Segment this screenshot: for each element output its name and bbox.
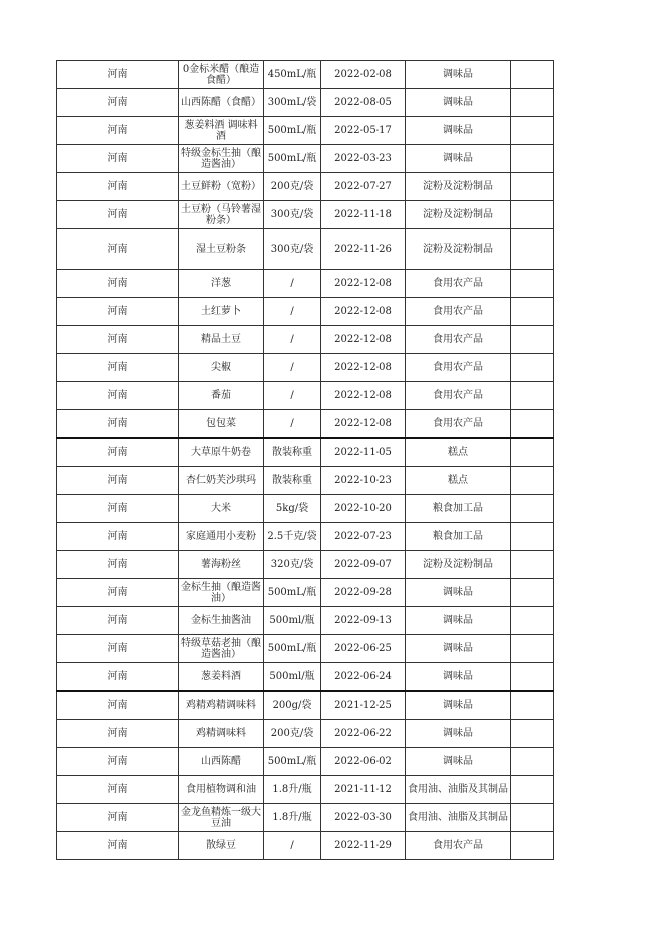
table-body (57, 61, 554, 860)
category-cell: 粮食加工品 (406, 523, 511, 551)
extra-cell (511, 691, 554, 720)
category-cell: 食用油、油脂及其制品 (406, 804, 511, 832)
region-cell: 河南 (57, 832, 179, 860)
spec-cell: 300克/袋 (264, 201, 321, 229)
extra-cell (511, 438, 554, 467)
spec-cell: 500ml/瓶 (264, 663, 321, 692)
category-cell: 粮食加工品 (406, 495, 511, 523)
product-name-cell: 洋葱 (179, 270, 264, 298)
region-cell: 河南 (57, 270, 179, 298)
extra-cell (511, 776, 554, 804)
category-cell: 淀粉及淀粉制品 (406, 229, 511, 270)
category-cell: 调味品 (406, 635, 511, 663)
product-name-cell: 家庭通用小麦粉 (179, 523, 264, 551)
category-cell: 食用农产品 (406, 832, 511, 860)
extra-cell (511, 467, 554, 495)
table-row (57, 410, 554, 439)
extra-cell (511, 607, 554, 635)
table-row (57, 145, 554, 173)
product-table (56, 60, 554, 860)
product-name-cell: 大草原牛奶卷 (179, 438, 264, 467)
table-row (57, 298, 554, 326)
product-name-cell: 鸡精调味料 (179, 720, 264, 748)
table-row (57, 607, 554, 635)
region-cell: 河南 (57, 635, 179, 663)
product-name-cell: 金龙鱼精炼一级大豆油 (179, 804, 264, 832)
date-cell: 2022-12-08 (321, 326, 406, 354)
spec-cell: 散装称重 (264, 438, 321, 467)
spec-cell: / (264, 410, 321, 439)
region-cell: 河南 (57, 298, 179, 326)
table-row (57, 551, 554, 579)
region-cell: 河南 (57, 173, 179, 201)
product-name-cell: 薯海粉丝 (179, 551, 264, 579)
table-row (57, 748, 554, 776)
spec-cell: 500mL/瓶 (264, 635, 321, 663)
date-cell: 2021-11-12 (321, 776, 406, 804)
category-cell: 糕点 (406, 438, 511, 467)
product-name-cell: 0金标米醋（酿造食醋） (179, 61, 264, 89)
table-row (57, 523, 554, 551)
product-name-cell: 特级草菇老抽（酿造酱油） (179, 635, 264, 663)
spec-cell: 500mL/瓶 (264, 579, 321, 607)
product-name-cell: 葱姜料酒 调味料酒 (179, 117, 264, 145)
table-row (57, 89, 554, 117)
category-cell: 调味品 (406, 691, 511, 720)
spec-cell: 300克/袋 (264, 229, 321, 270)
product-name-cell: 杏仁奶芙沙琪玛 (179, 467, 264, 495)
extra-cell (511, 298, 554, 326)
extra-cell (511, 579, 554, 607)
category-cell: 调味品 (406, 720, 511, 748)
date-cell: 2022-12-08 (321, 410, 406, 439)
category-cell: 淀粉及淀粉制品 (406, 173, 511, 201)
product-name-cell: 土豆粉（马铃薯湿粉条） (179, 201, 264, 229)
spec-cell: 5kg/袋 (264, 495, 321, 523)
table-row (57, 173, 554, 201)
spec-cell: 500mL/瓶 (264, 117, 321, 145)
product-name-cell: 食用植物调和油 (179, 776, 264, 804)
region-cell: 河南 (57, 145, 179, 173)
category-cell: 调味品 (406, 607, 511, 635)
table-row (57, 579, 554, 607)
region-cell: 河南 (57, 663, 179, 692)
category-cell: 糕点 (406, 467, 511, 495)
table-row (57, 720, 554, 748)
region-cell: 河南 (57, 579, 179, 607)
category-cell: 调味品 (406, 145, 511, 173)
date-cell: 2022-10-23 (321, 467, 406, 495)
date-cell: 2022-11-26 (321, 229, 406, 270)
date-cell: 2022-05-17 (321, 117, 406, 145)
spec-cell: 1.8升/瓶 (264, 804, 321, 832)
table-row (57, 382, 554, 410)
extra-cell (511, 832, 554, 860)
category-cell: 食用农产品 (406, 298, 511, 326)
date-cell: 2022-12-08 (321, 270, 406, 298)
product-name-cell: 特级金标生抽（酿造酱油） (179, 145, 264, 173)
extra-cell (511, 61, 554, 89)
extra-cell (511, 804, 554, 832)
spec-cell: / (264, 832, 321, 860)
spec-cell: 500mL/瓶 (264, 748, 321, 776)
region-cell: 河南 (57, 201, 179, 229)
table-row (57, 61, 554, 89)
extra-cell (511, 145, 554, 173)
category-cell: 食用农产品 (406, 382, 511, 410)
region-cell: 河南 (57, 117, 179, 145)
region-cell: 河南 (57, 382, 179, 410)
table-row (57, 663, 554, 692)
spec-cell: 200g/袋 (264, 691, 321, 720)
extra-cell (511, 410, 554, 439)
category-cell: 调味品 (406, 117, 511, 145)
date-cell: 2022-12-08 (321, 298, 406, 326)
extra-cell (511, 173, 554, 201)
date-cell: 2022-09-13 (321, 607, 406, 635)
date-cell: 2022-06-22 (321, 720, 406, 748)
extra-cell (511, 201, 554, 229)
region-cell: 河南 (57, 691, 179, 720)
table-row (57, 117, 554, 145)
spec-cell: 2.5千克/袋 (264, 523, 321, 551)
table-row (57, 495, 554, 523)
date-cell: 2022-07-23 (321, 523, 406, 551)
spec-cell: 200克/袋 (264, 173, 321, 201)
region-cell: 河南 (57, 776, 179, 804)
extra-cell (511, 720, 554, 748)
spec-cell: 散装称重 (264, 467, 321, 495)
date-cell: 2022-12-08 (321, 382, 406, 410)
extra-cell (511, 663, 554, 692)
extra-cell (511, 523, 554, 551)
table-row (57, 832, 554, 860)
region-cell: 河南 (57, 607, 179, 635)
product-name-cell: 山西陈醋 (179, 748, 264, 776)
region-cell: 河南 (57, 61, 179, 89)
date-cell: 2022-02-08 (321, 61, 406, 89)
extra-cell (511, 382, 554, 410)
product-name-cell: 包包菜 (179, 410, 264, 439)
date-cell: 2022-06-24 (321, 663, 406, 692)
spec-cell: / (264, 270, 321, 298)
table-row (57, 438, 554, 467)
category-cell: 食用农产品 (406, 410, 511, 439)
product-name-cell: 湿土豆粉条 (179, 229, 264, 270)
region-cell: 河南 (57, 467, 179, 495)
date-cell: 2022-09-28 (321, 579, 406, 607)
spec-cell: / (264, 298, 321, 326)
product-name-cell: 葱姜料酒 (179, 663, 264, 692)
category-cell: 食用农产品 (406, 326, 511, 354)
region-cell: 河南 (57, 523, 179, 551)
extra-cell (511, 326, 554, 354)
spec-cell: 200克/袋 (264, 720, 321, 748)
product-name-cell: 番茄 (179, 382, 264, 410)
product-name-cell: 金标生抽酱油 (179, 607, 264, 635)
extra-cell (511, 270, 554, 298)
date-cell: 2021-12-25 (321, 691, 406, 720)
date-cell: 2022-06-25 (321, 635, 406, 663)
table-row (57, 804, 554, 832)
extra-cell (511, 551, 554, 579)
region-cell: 河南 (57, 354, 179, 382)
region-cell: 河南 (57, 326, 179, 354)
region-cell: 河南 (57, 720, 179, 748)
spec-cell: / (264, 354, 321, 382)
product-name-cell: 山西陈醋（食醋） (179, 89, 264, 117)
date-cell: 2022-06-02 (321, 748, 406, 776)
extra-cell (511, 354, 554, 382)
table-row (57, 635, 554, 663)
table-row (57, 201, 554, 229)
product-name-cell: 精品土豆 (179, 326, 264, 354)
extra-cell (511, 495, 554, 523)
region-cell: 河南 (57, 438, 179, 467)
date-cell: 2022-09-07 (321, 551, 406, 579)
category-cell: 调味品 (406, 663, 511, 692)
spec-cell: / (264, 382, 321, 410)
category-cell: 食用农产品 (406, 270, 511, 298)
product-name-cell: 散绿豆 (179, 832, 264, 860)
table-row (57, 354, 554, 382)
region-cell: 河南 (57, 89, 179, 117)
table-row (57, 467, 554, 495)
date-cell: 2022-10-20 (321, 495, 406, 523)
table-row (57, 326, 554, 354)
product-name-cell: 鸡精鸡精调味料 (179, 691, 264, 720)
category-cell: 食用农产品 (406, 354, 511, 382)
spec-cell: 300mL/袋 (264, 89, 321, 117)
date-cell: 2022-08-05 (321, 89, 406, 117)
category-cell: 调味品 (406, 89, 511, 117)
spec-cell: 500mL/瓶 (264, 145, 321, 173)
table-row (57, 270, 554, 298)
date-cell: 2022-11-18 (321, 201, 406, 229)
date-cell: 2022-03-30 (321, 804, 406, 832)
spec-cell: / (264, 326, 321, 354)
extra-cell (511, 748, 554, 776)
category-cell: 调味品 (406, 579, 511, 607)
category-cell: 调味品 (406, 61, 511, 89)
date-cell: 2022-07-27 (321, 173, 406, 201)
extra-cell (511, 117, 554, 145)
product-name-cell: 土豆鲜粉（宽粉） (179, 173, 264, 201)
table-row (57, 776, 554, 804)
region-cell: 河南 (57, 551, 179, 579)
extra-cell (511, 229, 554, 270)
product-name-cell: 金标生抽（酿造酱油） (179, 579, 264, 607)
date-cell: 2022-11-29 (321, 832, 406, 860)
product-name-cell: 土红萝卜 (179, 298, 264, 326)
spec-cell: 1.8升/瓶 (264, 776, 321, 804)
date-cell: 2022-11-05 (321, 438, 406, 467)
region-cell: 河南 (57, 229, 179, 270)
spec-cell: 320克/袋 (264, 551, 321, 579)
category-cell: 调味品 (406, 748, 511, 776)
date-cell: 2022-03-23 (321, 145, 406, 173)
spec-cell: 450mL/瓶 (264, 61, 321, 89)
extra-cell (511, 89, 554, 117)
table-row (57, 229, 554, 270)
category-cell: 食用油、油脂及其制品 (406, 776, 511, 804)
category-cell: 淀粉及淀粉制品 (406, 551, 511, 579)
region-cell: 河南 (57, 748, 179, 776)
table-row (57, 691, 554, 720)
region-cell: 河南 (57, 495, 179, 523)
product-name-cell: 尖椒 (179, 354, 264, 382)
region-cell: 河南 (57, 410, 179, 439)
product-name-cell: 大米 (179, 495, 264, 523)
extra-cell (511, 635, 554, 663)
spec-cell: 500ml/瓶 (264, 607, 321, 635)
region-cell: 河南 (57, 804, 179, 832)
category-cell: 淀粉及淀粉制品 (406, 201, 511, 229)
date-cell: 2022-12-08 (321, 354, 406, 382)
